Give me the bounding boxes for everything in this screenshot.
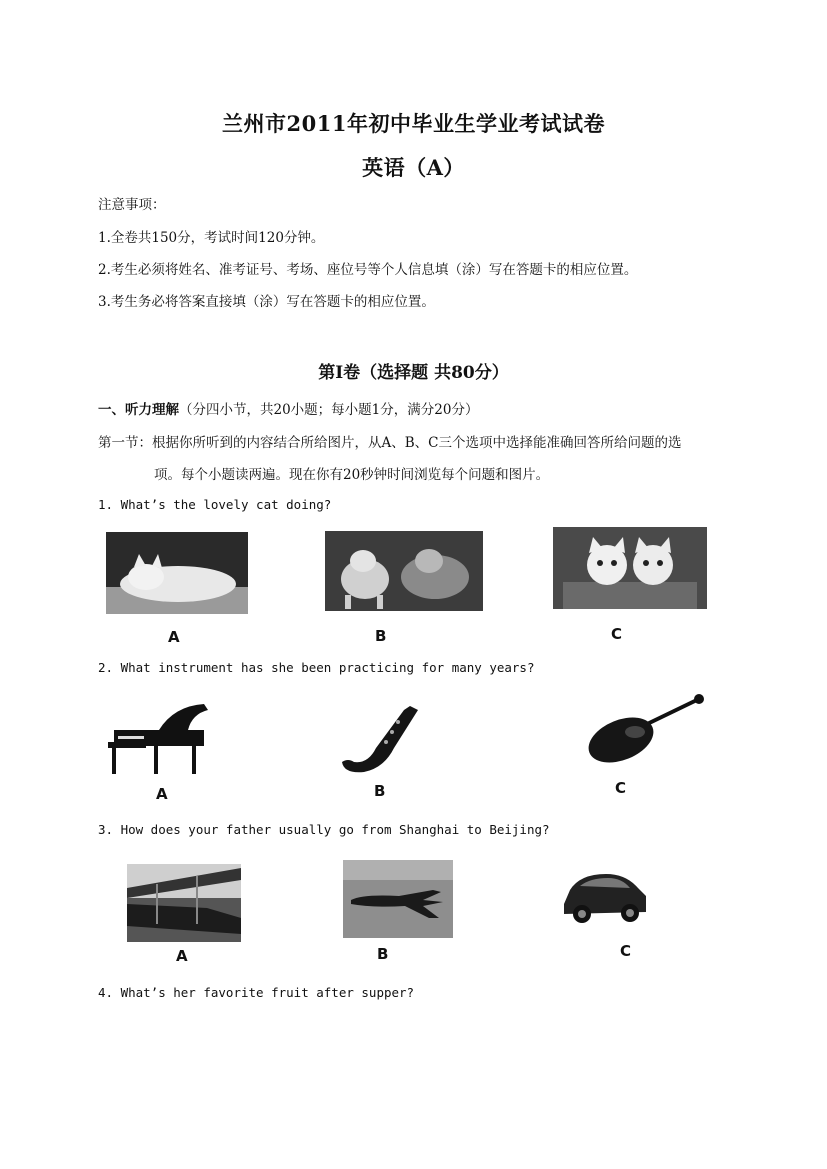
piano-icon [104,700,212,778]
violin-icon [581,692,707,766]
question-1: 1. What’s the lovely cat doing? [98,497,332,512]
section-label: 一、听力理解 [98,402,179,418]
notice-item-1: 1.全卷共150分，考试时间120分钟。 [98,230,325,246]
notice-heading: 注意事项： [98,197,166,213]
airplane-photo [343,860,453,938]
two-cats-photo [325,531,483,611]
question-3: 3. How does your father usually go from Shanghai to Beijing? [98,822,550,837]
question-2: 2. What instrument has she been practicing for many years? [98,660,535,675]
q2-option-c: C [615,779,627,797]
q2-option-b: B [374,782,386,800]
question-4: 4. What’s her favorite fruit after supper? [98,985,415,1000]
subsection-instruction-line2: 项。每个小题读两遍。现在你有20秒钟时间浏览每个问题和图片。 [154,467,550,483]
q1-option-c: C [611,625,623,643]
section-heading [98,398,478,418]
q2-option-a: A [156,785,168,803]
q1-option-b: B [375,627,387,645]
part1-title: 第Ⅰ卷（选择题 共80分） [318,363,509,383]
section-note: （分四小节，共20小题；每小题1分，满分20分） [179,402,479,418]
q3-option-a: A [176,947,188,965]
exam-subtitle: 英语（A） [362,155,465,180]
train-photo [127,864,241,942]
q1-option-a: A [168,628,180,646]
two-kittens-photo [553,527,707,609]
car-photo [560,868,648,928]
notice-item-2: 2.考生必须将姓名、准考证号、考场、座位号等个人信息填（涂）写在答题卡的相应位置。 [98,262,638,278]
sleeping-cat-photo [106,532,248,614]
exam-title: 兰州市2011年初中毕业生学业考试试卷 [222,111,605,136]
saxophone-icon [338,702,424,778]
q3-option-b: B [377,945,389,963]
q3-option-c: C [620,942,632,960]
notice-item-3: 3.考生务必将答案直接填（涂）写在答题卡的相应位置。 [98,294,435,310]
subsection-instruction-line1: 第一节：根据你所听到的内容结合所给图片，从A、B、C三个选项中选择能准确回答所给问题的选 [98,435,682,451]
